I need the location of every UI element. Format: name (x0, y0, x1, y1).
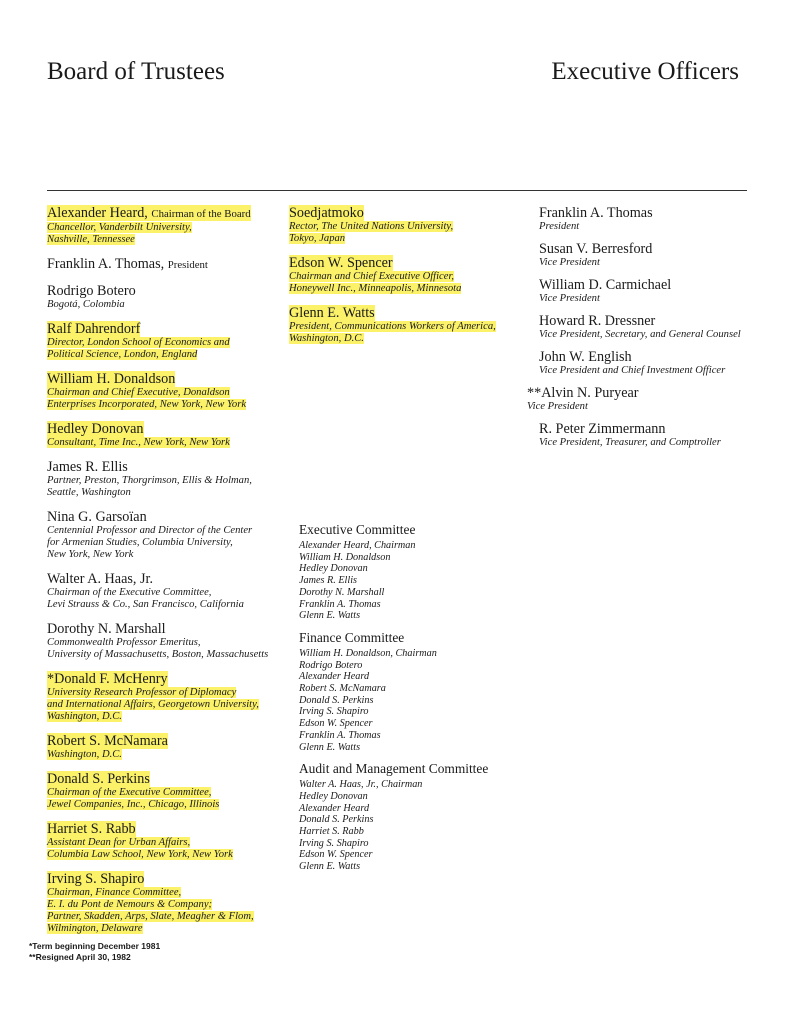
person-title: Partner, Preston, Thorgrimson, Ellis & Holman, (47, 475, 252, 486)
person-name: R. Peter Zimmermann (539, 421, 666, 437)
person-title: Levi Strauss & Co., San Francisco, California (47, 599, 244, 610)
committee-block (299, 522, 529, 622)
person-name-line (47, 509, 287, 525)
committee-title: Finance Committee (299, 629, 405, 645)
person-name-text (47, 771, 150, 787)
person-title-line (47, 637, 287, 649)
person-title-line (47, 699, 287, 711)
person-name: Nina G. Garsoïan (47, 509, 147, 525)
committee-member: William H. Donaldson (299, 551, 391, 563)
person-title: Vice President, Treasurer, and Comptroller (539, 437, 721, 448)
person-title-line (47, 899, 287, 911)
person-title-line (47, 549, 287, 561)
footnote-marker: ** (527, 385, 542, 401)
person-title-line (47, 749, 287, 761)
committee-member: Harriet S. Rabb (299, 826, 364, 838)
person-name-text (539, 205, 653, 221)
person-name-text (47, 283, 136, 299)
person-title-line (539, 221, 769, 233)
person-title: Chairman and Chief Executive Officer, (289, 271, 455, 282)
committee-member: Alexander Heard, Chairman (299, 540, 416, 551)
person-title: Bogotá, Colombia (47, 299, 125, 310)
officer-entry (539, 205, 769, 233)
officer-entry (539, 277, 769, 305)
person-title-line (47, 887, 287, 899)
person-name-line (289, 305, 529, 321)
trustee-entry (47, 509, 287, 561)
person-title: Washington, D.C. (47, 749, 122, 760)
person-title-line (47, 649, 287, 661)
person-name-text (539, 277, 671, 293)
person-name-text (47, 509, 147, 525)
committee-member: Dorothy N. Marshall (299, 586, 385, 598)
trustee-entry (47, 283, 287, 311)
person-role: President (167, 259, 208, 271)
person-title-line (47, 525, 287, 537)
person-name: Franklin A. Thomas, (47, 256, 165, 272)
person-name-line (539, 421, 769, 437)
committee-member: Hedley Donovan (299, 563, 368, 575)
trustee-entry (289, 255, 529, 295)
person-name-line (47, 371, 287, 387)
person-title-line (47, 222, 287, 234)
person-title-line (47, 337, 287, 349)
committee-title: Executive Committee (299, 522, 416, 537)
committee-title: Audit and Management Committee (299, 761, 489, 777)
person-name: John W. English (539, 349, 632, 365)
committee-member: Irving S. Shapiro (299, 837, 369, 849)
person-title: Centennial Professor and Director of the Center (47, 525, 253, 536)
person-title: Vice President (539, 257, 600, 268)
person-title-line (289, 271, 529, 283)
trustee-entry (47, 256, 287, 273)
officer-entry (539, 241, 769, 269)
person-title: Partner, Skadden, Arps, Slate, Meagher & Flom, (47, 911, 254, 922)
person-title-line (539, 293, 769, 305)
person-title-line (289, 233, 529, 245)
person-name: Robert S. McNamara (47, 733, 168, 749)
person-title-line (47, 299, 287, 311)
person-name-line (47, 205, 287, 222)
person-name-line (47, 421, 287, 437)
person-name-line (539, 313, 769, 329)
person-title: Vice President and Chief Investment Officer (539, 365, 726, 376)
person-name: Susan V. Berresford (539, 241, 653, 257)
committee-block (299, 630, 529, 753)
person-name-text (47, 459, 128, 475)
person-title: Chancellor, Vanderbilt University, (47, 222, 192, 233)
person-title: Vice President (539, 293, 600, 304)
person-title: Chairman of the Executive Committee, (47, 587, 212, 598)
person-title-line (47, 437, 287, 449)
person-name-line (539, 241, 769, 257)
committee-member: Alexander Heard (299, 671, 370, 683)
person-title-line (539, 329, 769, 341)
footnote-term: *Term beginning December 1981 (29, 941, 161, 951)
person-title: Chairman and Chief Executive, Donaldson (47, 387, 230, 398)
trustee-entry (47, 771, 287, 811)
person-title: and International Affairs, Georgetown University, (47, 699, 259, 710)
footnote-resigned: **Resigned April 30, 1982 (29, 952, 131, 962)
person-name-line (47, 321, 287, 337)
person-name-line (47, 871, 287, 887)
person-title: for Armenian Studies, Columbia University, (47, 537, 233, 548)
person-title-line (47, 349, 287, 361)
person-name-line (289, 255, 529, 271)
person-name: Alexander Heard, (47, 205, 148, 221)
person-title-line (539, 257, 769, 269)
person-title-line (47, 849, 287, 861)
person-title-line (47, 387, 287, 399)
person-title-line (47, 487, 287, 499)
committee-member: Glenn E. Watts (299, 861, 361, 873)
person-name: Soedjatmoko (289, 205, 364, 221)
person-title: Chairman, Finance Committee, (47, 887, 182, 898)
committee-member: Donald S. Perkins (299, 694, 374, 706)
person-name-line (47, 621, 287, 637)
person-title: Wilmington, Delaware (47, 923, 143, 934)
person-name-text (289, 255, 393, 271)
footnote-marker: * (47, 671, 55, 687)
person-title-line (47, 234, 287, 246)
person-title: Chairman of the Executive Committee, (47, 787, 212, 798)
person-title: Seattle, Washington (47, 487, 131, 498)
person-name-text (289, 205, 364, 221)
person-name-text (47, 371, 175, 387)
officer-entry (539, 313, 769, 341)
person-title: Political Science, London, England (47, 349, 198, 360)
trustees-column-1 (47, 205, 287, 945)
person-title-line (47, 911, 287, 923)
person-name: Ralf Dahrendorf (47, 321, 141, 337)
person-name: Howard R. Dressner (539, 313, 656, 329)
person-title-line (289, 283, 529, 295)
person-name-line (47, 771, 287, 787)
board-of-trustees-heading: Board of Trustees (47, 58, 225, 85)
committee-member: Edson W. Spencer (299, 849, 373, 861)
trustee-entry (47, 821, 287, 861)
trustee-entry (47, 571, 287, 611)
person-name-text (47, 871, 144, 887)
committee-member: William H. Donaldson, Chairman (299, 647, 437, 659)
person-name-text (47, 621, 166, 637)
person-name-line (47, 671, 287, 687)
person-title-line (47, 799, 287, 811)
person-name-text (289, 305, 375, 321)
person-title-line (289, 221, 529, 233)
person-title: Washington, D.C. (289, 333, 364, 344)
person-title: Assistant Dean for Urban Affairs, (47, 837, 191, 848)
person-title: Jewel Companies, Inc., Chicago, Illinois (47, 799, 220, 810)
person-name: Franklin A. Thomas (539, 205, 653, 221)
person-title-line (289, 321, 529, 333)
committee-member: Franklin A. Thomas (299, 729, 381, 741)
committee-member: Glenn E. Watts (299, 741, 361, 753)
person-title: New York, New York (47, 549, 134, 560)
person-name: James R. Ellis (47, 459, 128, 475)
header-divider (47, 190, 747, 191)
committee-member: Robert S. McNamara (299, 683, 386, 695)
person-name-line (47, 283, 287, 299)
person-name-text (47, 256, 208, 272)
committee-member: James R. Ellis (299, 575, 358, 587)
person-name-text (47, 733, 168, 749)
person-name-line (289, 205, 529, 221)
committee-member: Edson W. Spencer (299, 718, 373, 730)
trustees-column-2 (289, 205, 529, 355)
person-title: Enterprises Incorporated, New York, New York (47, 399, 247, 410)
person-title: Columbia Law School, New York, New York (47, 849, 233, 860)
trustee-entry (289, 205, 529, 245)
executive-officers-heading: Executive Officers (551, 58, 739, 85)
person-role: Chairman of the Board (151, 208, 251, 220)
person-title-line (47, 537, 287, 549)
person-name-text (539, 241, 652, 257)
person-name: Harriet S. Rabb (47, 821, 136, 837)
trustee-entry (47, 871, 287, 935)
trustee-entry (47, 421, 287, 449)
person-name-text (47, 671, 168, 687)
person-name: Dorothy N. Marshall (47, 621, 166, 637)
person-title-line (47, 587, 287, 599)
person-name-line (539, 205, 769, 221)
person-name-text (47, 421, 144, 437)
trustee-entry (47, 621, 287, 661)
committee-member: Hedley Donovan (299, 790, 368, 802)
person-name-line (47, 821, 287, 837)
committee-member: Irving S. Shapiro (299, 706, 369, 718)
person-name: Donald F. McHenry (54, 671, 168, 687)
trustee-entry (47, 371, 287, 411)
person-name-text (539, 349, 632, 365)
person-title: Director, London School of Economics and (47, 337, 230, 348)
person-name-line (47, 571, 287, 587)
person-title-line (289, 333, 529, 345)
person-name: Donald S. Perkins (47, 771, 150, 787)
person-name-text (47, 321, 140, 337)
person-title: E. I. du Pont de Nemours & Company; (47, 899, 213, 910)
person-name: Edson W. Spencer (289, 255, 393, 271)
person-name: Walter A. Haas, Jr. (47, 571, 154, 587)
person-title-line (47, 923, 287, 935)
trustee-entry (47, 205, 287, 246)
person-name-text (527, 385, 639, 401)
person-title-line (47, 599, 287, 611)
person-name-text (47, 205, 251, 221)
committee-block (299, 761, 529, 873)
person-title: Commonwealth Professor Emeritus, (47, 637, 201, 648)
committee-member: Franklin A. Thomas (299, 598, 381, 610)
person-name: William H. Donaldson (47, 371, 176, 387)
trustee-entry (47, 671, 287, 723)
person-title-line (47, 837, 287, 849)
person-title-line (539, 437, 769, 449)
trustee-entry (289, 305, 529, 345)
person-title-line (47, 787, 287, 799)
person-title: Honeywell Inc., Minneapolis, Minnesota (289, 283, 462, 294)
person-name: William D. Carmichael (539, 277, 672, 293)
person-title: Tokyo, Japan (289, 233, 346, 244)
person-title: Rector, The United Nations University, (289, 221, 454, 232)
officer-entry (527, 385, 769, 413)
person-name-line (47, 733, 287, 749)
person-title-line (47, 687, 287, 699)
person-name-line (539, 349, 769, 365)
trustee-entry (47, 321, 287, 361)
committee-member: Glenn E. Watts (299, 610, 361, 622)
person-title-line (47, 711, 287, 723)
person-name: Rodrigo Botero (47, 283, 136, 299)
person-name-line (527, 385, 769, 401)
person-title: Vice President (527, 401, 588, 412)
person-title-line (47, 475, 287, 487)
committee-member: Rodrigo Botero (299, 659, 363, 671)
person-title: President, Communications Workers of America, (289, 321, 496, 332)
person-title: Consultant, Time Inc., New York, New York (47, 437, 230, 448)
committee-member: Walter A. Haas, Jr., Chairman (299, 779, 423, 791)
person-title: University Research Professor of Diplomacy (47, 687, 237, 698)
officer-entry (539, 349, 769, 377)
person-name-line (539, 277, 769, 293)
person-name: Alvin N. Puryear (541, 385, 639, 401)
committee-member: Donald S. Perkins (299, 814, 374, 826)
person-name-text (539, 421, 665, 437)
person-name-line (47, 459, 287, 475)
trustee-entry (47, 459, 287, 499)
person-name: Glenn E. Watts (289, 305, 375, 321)
person-title-line (47, 399, 287, 411)
person-name-text (47, 821, 136, 837)
person-title: Nashville, Tennessee (47, 234, 135, 245)
person-title: Vice President, Secretary, and General Counsel (539, 329, 741, 340)
trustee-entry (47, 733, 287, 761)
person-title: President (539, 221, 580, 232)
person-title: Washington, D.C. (47, 711, 122, 722)
person-name: Irving S. Shapiro (47, 871, 145, 887)
person-name-text (539, 313, 655, 329)
officer-entry (539, 421, 769, 449)
officers-list (527, 205, 769, 457)
committee-member: Alexander Heard (299, 802, 370, 814)
committees-list (299, 522, 529, 881)
person-name-line (47, 256, 287, 273)
person-title-line (539, 365, 769, 377)
person-name: Hedley Donovan (47, 421, 144, 437)
person-title-line (527, 401, 769, 413)
person-title: University of Massachusetts, Boston, Massachusetts (47, 649, 269, 660)
person-name-text (47, 571, 153, 587)
